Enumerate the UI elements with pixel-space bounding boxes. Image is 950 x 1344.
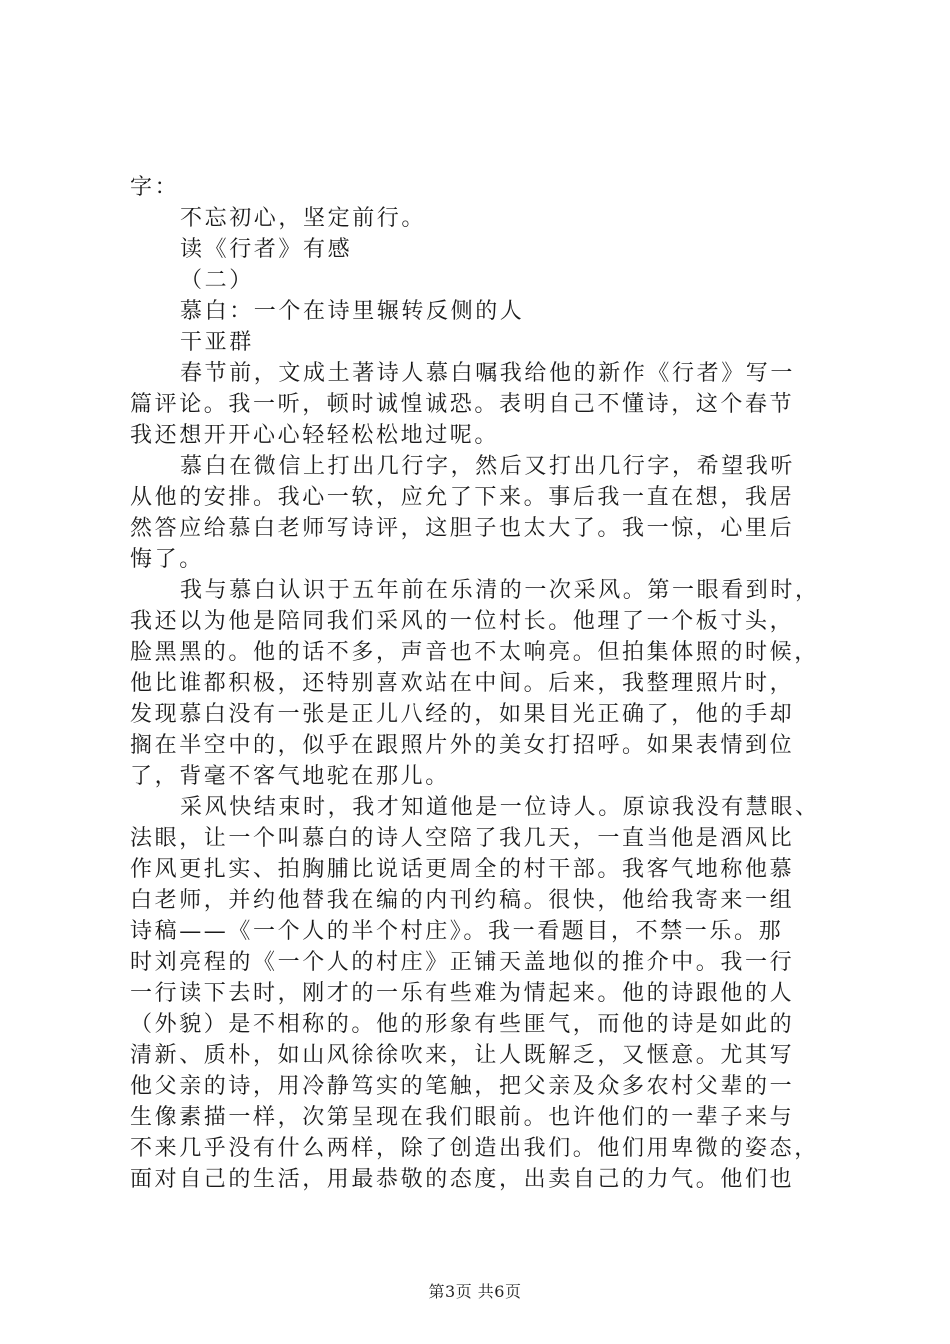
text-line: 篇评论。我一听，顿时诚惶诚恐。表明自己不懂诗，这个春节: [130, 392, 795, 417]
text-line: 面对自己的生活，用最恭敬的态度，出卖自己的力气。他们也: [130, 1167, 795, 1192]
text-line: （二）: [180, 268, 254, 293]
text-line: （外貌）是不相称的。他的形象有些匪气，而他的诗是如此的: [130, 1012, 795, 1037]
text-line: 发现慕白没有一张是正儿八经的，如果目光正确了，他的手却: [130, 702, 795, 727]
text-line: 然答应给慕白老师写诗评，这胆子也太大了。我一惊，心里后: [130, 516, 795, 541]
text-line: 了，背毫不客气地驼在那儿。: [130, 764, 450, 789]
text-line: 读《行者》有感: [180, 237, 353, 262]
text-line: 从他的安排。我心一软，应允了下来。事后我一直在想，我居: [130, 485, 795, 510]
text-line: 时刘亮程的《一个人的村庄》正铺天盖地似的推介中。我一行: [130, 950, 795, 975]
text-line: 清新、质朴，如山风徐徐吹来，让人既解乏，又惬意。尤其写: [130, 1043, 795, 1068]
text-line: 他比谁都积极，还特别喜欢站在中间。后来，我整理照片时，: [130, 671, 795, 696]
text-line: 我还想开开心心轻轻松松地过呢。: [130, 423, 500, 448]
text-line: 诗稿——《一个人的半个村庄》。我一看题目，不禁一乐。那: [130, 919, 784, 944]
text-line: 一行读下去时，刚才的一乐有些难为情起来。他的诗跟他的人: [130, 981, 795, 1006]
text-line: 法眼，让一个叫慕白的诗人空陪了我几天，一直当他是酒风比: [130, 826, 795, 851]
text-line: 我与慕白认识于五年前在乐清的一次采风。第一眼看到时，: [180, 578, 820, 603]
text-line: 春节前，文成土著诗人慕白嘱我给他的新作《行者》写一: [180, 361, 796, 386]
text-line: 白老师，并约他替我在编的内刊约稿。很快，他给我寄来一组: [130, 888, 795, 913]
text-line: 干亚群: [180, 330, 254, 355]
text-line: 我还以为他是陪同我们采风的一位村长。他理了一个板寸头，: [130, 609, 795, 634]
text-line: 生像素描一样，次第呈现在我们眼前。也许他们的一辈子来与: [130, 1105, 795, 1130]
document-body: [130, 172, 830, 1195]
text-line: 不忘初心，坚定前行。: [180, 206, 427, 231]
text-line: 采风快结束时，我才知道他是一位诗人。原谅我没有慧眼、: [180, 795, 820, 820]
text-line: 搁在半空中的，似乎在跟照片外的美女打招呼。如果表情到位: [130, 733, 795, 758]
text-line: 悔了。: [130, 547, 204, 572]
text-line: 慕白在微信上打出几行字，然后又打出几行字，希望我听: [180, 454, 796, 479]
page-number-footer: 第3页 共6页: [428, 1282, 522, 1301]
text-line: 作风更扎实、拍胸脯比说话更周全的村干部。我客气地称他慕: [130, 857, 795, 882]
text-line: 字：: [130, 175, 180, 200]
text-line: 他父亲的诗，用冷静笃实的笔触，把父亲及众多农村父辈的一: [130, 1074, 795, 1099]
text-line: 脸黑黑的。他的话不多，声音也不太响亮。但拍集体照的时候，: [130, 640, 819, 665]
text-line: 不来几乎没有什么两样，除了创造出我们。他们用卑微的姿态，: [130, 1136, 819, 1161]
text-line: 慕白：一个在诗里辗转反侧的人: [180, 299, 525, 324]
